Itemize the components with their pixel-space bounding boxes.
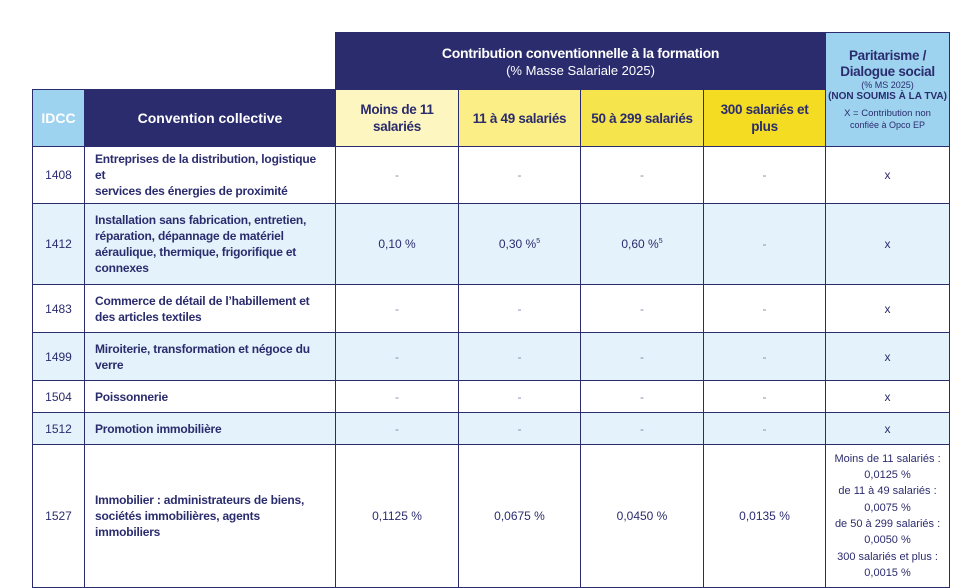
convention-line: Installation sans fabrication, entretien,	[95, 213, 307, 227]
paritarisme-detail-cell	[826, 445, 950, 588]
paritarisme-line: de 50 à 299 salariés :	[834, 518, 941, 530]
rate-cell	[581, 381, 704, 413]
convention-line: réparation, dépannage de matériel	[95, 229, 284, 243]
rate-value: -	[517, 301, 522, 316]
idcc-header: IDCC	[33, 90, 85, 147]
paritarisme-cell: x	[826, 381, 950, 413]
convention-line: services des énergies de proximité	[95, 184, 288, 198]
convention-header: Convention collective	[85, 90, 336, 147]
rate-cell	[459, 445, 581, 588]
convention-line: Poissonnerie	[95, 389, 168, 404]
rate-value: 0,1125 %	[372, 509, 422, 523]
paritarisme-title-2: Dialogue social	[840, 64, 935, 79]
paritarisme-line: Moins de 11 salariés :	[834, 452, 941, 465]
rate-cell	[336, 333, 459, 381]
rate-value: -	[395, 389, 399, 404]
paritarisme-cell: x	[826, 147, 950, 204]
header-spacer	[33, 33, 336, 90]
paritarisme-line: 300 salariés et plus :	[837, 550, 938, 563]
rate-cell	[704, 413, 826, 445]
band-label: salariés	[373, 119, 421, 134]
convention-cell	[85, 204, 336, 285]
rate-value: -	[517, 389, 522, 404]
band-label: plus	[751, 119, 778, 134]
rate-value: -	[762, 301, 767, 316]
rate-cell	[704, 147, 826, 204]
contribution-table	[32, 32, 950, 588]
rate-value: -	[395, 168, 399, 182]
rate-cell	[581, 445, 704, 588]
rate-cell	[704, 333, 826, 381]
paritarisme-sub: (% MS 2025)	[861, 80, 914, 90]
rate-cell	[459, 204, 581, 285]
idcc-cell: 1412	[33, 204, 85, 285]
paritarisme-line: 0,0125 %	[864, 469, 911, 482]
band-label: 11 à 49 salariés	[472, 110, 567, 126]
convention-line: connexes	[95, 261, 149, 275]
rate-value: -	[395, 301, 399, 316]
rate-value: 0,60 %	[621, 237, 659, 251]
convention-cell	[85, 413, 336, 445]
rate-value: -	[395, 421, 399, 436]
rate-cell	[459, 333, 581, 381]
rate-value: -	[517, 168, 522, 182]
rate-value: -	[762, 421, 767, 436]
rate-cell	[459, 285, 581, 333]
rate-value: 0,0135 %	[739, 509, 790, 523]
rate-cell	[336, 381, 459, 413]
convention-line: Commerce de détail de l’habillement et	[95, 293, 310, 308]
convention-line: des articles textiles	[95, 309, 202, 324]
rate-cell	[704, 445, 826, 588]
rate-value: 0,10 %	[378, 237, 416, 251]
rate-value: -	[640, 168, 644, 182]
paritarisme-note-1: X = Contribution non	[844, 108, 931, 119]
rate-value: 0,0675 %	[494, 509, 545, 523]
rate-cell	[336, 147, 459, 204]
rate-cell	[459, 381, 581, 413]
paritarisme-line: 0,0050 %	[864, 534, 911, 547]
paritarisme-header	[826, 33, 950, 147]
rate-value: -	[640, 421, 644, 436]
rate-cell	[459, 147, 581, 204]
band-header-lt11	[336, 90, 459, 147]
rate-value: -	[762, 389, 767, 404]
convention-line: Miroiterie, transformation et négoce du	[95, 341, 310, 356]
rate-cell	[581, 147, 704, 204]
idcc-cell: 1527	[33, 445, 85, 588]
rate-cell	[581, 204, 704, 285]
rate-cell	[336, 445, 459, 588]
rate-value: -	[762, 349, 767, 364]
table-body	[33, 147, 950, 588]
rate-value: -	[517, 349, 522, 364]
rate-cell	[459, 413, 581, 445]
paritarisme-note-2: confiée à Opco EP	[850, 120, 926, 130]
paritarisme-tva: (NON SOUMIS À LA TVA)	[828, 91, 947, 102]
convention-line: Immobilier : administrateurs de biens,	[95, 493, 305, 507]
contribution-title: Contribution conventionnelle à la formation	[441, 44, 720, 61]
rate-cell	[336, 413, 459, 445]
rate-value: -	[640, 301, 644, 316]
rate-value: -	[640, 349, 644, 364]
rate-cell	[336, 204, 459, 285]
convention-cell	[85, 445, 336, 588]
rate-cell	[581, 285, 704, 333]
table-row	[33, 413, 950, 445]
rate-cell	[704, 285, 826, 333]
band-label: 50 à 299 salariés	[591, 110, 693, 126]
band-label: Moins de 11	[360, 102, 434, 117]
rate-cell	[704, 204, 826, 285]
idcc-cell: 1408	[33, 147, 85, 204]
contribution-header	[336, 33, 826, 90]
band-header-11-49	[459, 90, 581, 147]
rate-value: -	[762, 168, 767, 182]
table-row	[33, 381, 950, 413]
contribution-table-container	[32, 32, 950, 588]
idcc-cell: 1504	[33, 381, 85, 413]
table-row	[33, 333, 950, 381]
paritarisme-cell: x	[826, 285, 950, 333]
table-row	[33, 445, 950, 588]
idcc-cell: 1483	[33, 285, 85, 333]
paritarisme-cell: x	[826, 204, 950, 285]
convention-line: Entreprises de la distribution, logistique et	[95, 152, 316, 182]
rate-cell	[581, 413, 704, 445]
convention-line: sociétés immobilières, agents immobiliers	[95, 509, 260, 539]
paritarisme-cell: x	[826, 413, 950, 445]
band-header-50-299	[581, 90, 704, 147]
rate-cell	[336, 285, 459, 333]
rate-value: -	[395, 349, 399, 364]
rate-value: -	[517, 421, 522, 436]
paritarisme-line: 0,0075 %	[864, 501, 911, 514]
footnote-ref: 5	[536, 238, 541, 245]
convention-line: verre	[95, 357, 124, 372]
table-row	[33, 204, 950, 285]
convention-cell	[85, 147, 336, 204]
rate-value: -	[640, 389, 644, 404]
table-row	[33, 285, 950, 333]
idcc-cell: 1499	[33, 333, 85, 381]
rate-cell	[581, 333, 704, 381]
contribution-subtitle: (% Masse Salariale 2025)	[506, 62, 655, 78]
rate-value: 0,30 %	[498, 237, 537, 251]
rate-cell	[704, 381, 826, 413]
paritarisme-cell: x	[826, 333, 950, 381]
convention-cell	[85, 333, 336, 381]
rate-value: -	[762, 237, 767, 251]
band-label: 300 salariés et	[720, 102, 809, 117]
footnote-ref: 5	[658, 238, 663, 245]
convention-line: aéraulique, thermique, frigorifique et	[95, 245, 297, 259]
rate-value: 0,0450 %	[616, 509, 668, 523]
paritarisme-line: de 11 à 49 salariés :	[838, 485, 937, 498]
idcc-cell: 1512	[33, 413, 85, 445]
convention-line: Promotion immobilière	[95, 421, 222, 436]
convention-cell	[85, 285, 336, 333]
table-row	[33, 147, 950, 204]
band-header-300plus	[704, 90, 826, 147]
paritarisme-title-1: Paritarisme /	[848, 48, 927, 63]
convention-cell	[85, 381, 336, 413]
paritarisme-line: 0,0015 %	[864, 566, 911, 579]
